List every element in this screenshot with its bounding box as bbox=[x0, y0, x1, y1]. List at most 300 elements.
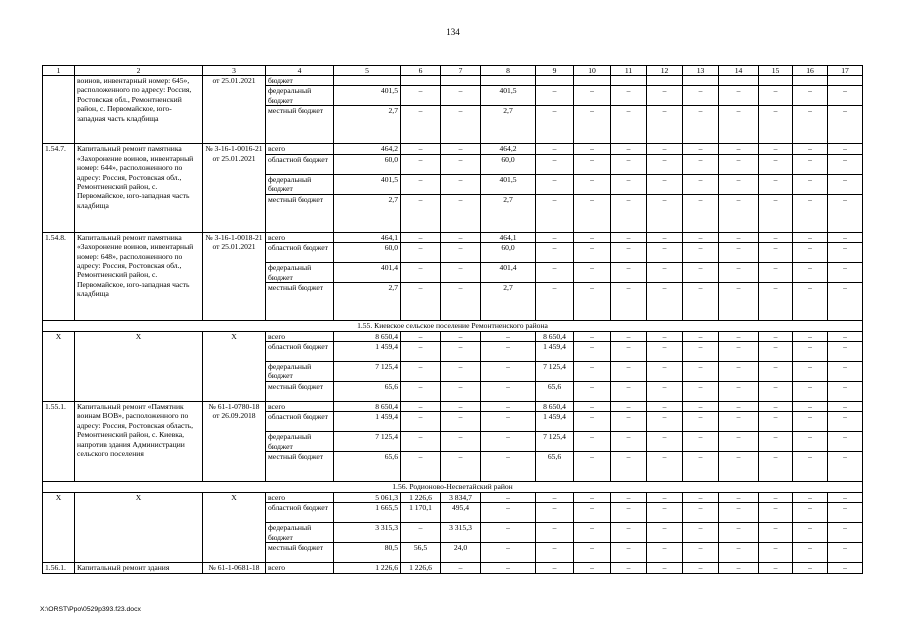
value-cell: – bbox=[828, 362, 863, 382]
value-cell: – bbox=[793, 452, 828, 482]
value-cell: – bbox=[719, 232, 759, 242]
value-cell: – bbox=[611, 232, 647, 242]
item-name: Капитальный ремонт памятника «Захоронение воинов, инвентарный номер: 648», расположенного по адресу: Россия, Ростовская обл., Ремонтненский район, с. Первомайское, юго-западная часть кладбища bbox=[75, 232, 203, 320]
value-cell: – bbox=[683, 523, 719, 543]
value-cell: – bbox=[536, 174, 574, 194]
value-cell: – bbox=[401, 523, 441, 543]
funding-row bbox=[43, 232, 863, 242]
value-cell: – bbox=[828, 382, 863, 402]
column-number-cell: 11 bbox=[611, 66, 647, 76]
value-cell: – bbox=[759, 563, 793, 573]
column-number-cell: 7 bbox=[441, 66, 481, 76]
value-cell: – bbox=[683, 174, 719, 194]
value-cell: – bbox=[611, 362, 647, 382]
funding-source: всего bbox=[266, 402, 334, 412]
value-cell: – bbox=[647, 523, 683, 543]
value-cell: – bbox=[683, 452, 719, 482]
funding-row bbox=[43, 402, 863, 412]
value-cell bbox=[719, 76, 759, 86]
value-cell: – bbox=[683, 283, 719, 321]
value-cell: – bbox=[828, 243, 863, 263]
value-cell: – bbox=[683, 543, 719, 563]
value-cell: – bbox=[759, 106, 793, 144]
value-cell: – bbox=[647, 503, 683, 523]
value-cell: – bbox=[536, 86, 574, 106]
value-cell: – bbox=[719, 452, 759, 482]
value-cell: – bbox=[536, 492, 574, 502]
value-cell: 24,0 bbox=[441, 543, 481, 563]
value-cell: – bbox=[441, 402, 481, 412]
value-cell: – bbox=[759, 362, 793, 382]
value-cell: – bbox=[574, 452, 611, 482]
value-cell: – bbox=[441, 194, 481, 232]
item-name: Капитальный ремонт памятника «Захоронение воинов, инвентарный номер: 644», расположенного по адресу: Россия, Ростовская обл., Ремонтненский район, с. Первомайское, юго-западная часть кладбища bbox=[75, 144, 203, 232]
funding-source: всего bbox=[266, 492, 334, 502]
value-cell: – bbox=[574, 412, 611, 432]
value-cell: – bbox=[828, 503, 863, 523]
value-cell: – bbox=[481, 362, 536, 382]
value-cell: – bbox=[401, 243, 441, 263]
value-cell: – bbox=[441, 243, 481, 263]
funding-source: областной бюджет bbox=[266, 342, 334, 362]
value-cell: – bbox=[574, 331, 611, 341]
value-cell: – bbox=[647, 432, 683, 452]
value-cell: – bbox=[647, 402, 683, 412]
funding-source: всего bbox=[266, 331, 334, 341]
value-cell: – bbox=[574, 194, 611, 232]
value-cell: – bbox=[574, 154, 611, 174]
section-heading-row bbox=[43, 321, 863, 331]
value-cell: 7 125,4 bbox=[334, 432, 401, 452]
funding-source: федеральный бюджет bbox=[266, 432, 334, 452]
value-cell: – bbox=[719, 243, 759, 263]
value-cell: 401,5 bbox=[334, 174, 401, 194]
value-cell: – bbox=[828, 154, 863, 174]
value-cell: – bbox=[574, 523, 611, 543]
funding-source: местный бюджет bbox=[266, 452, 334, 482]
value-cell: – bbox=[647, 331, 683, 341]
funding-source: местный бюджет bbox=[266, 106, 334, 144]
value-cell: 2,7 bbox=[334, 106, 401, 144]
value-cell: – bbox=[828, 543, 863, 563]
value-cell: – bbox=[401, 283, 441, 321]
value-cell: – bbox=[683, 86, 719, 106]
value-cell: 60,0 bbox=[334, 243, 401, 263]
value-cell: – bbox=[401, 194, 441, 232]
funding-source: всего bbox=[266, 144, 334, 154]
value-cell: 2,7 bbox=[481, 283, 536, 321]
value-cell: – bbox=[611, 106, 647, 144]
value-cell: – bbox=[828, 144, 863, 154]
value-cell: – bbox=[481, 342, 536, 362]
value-cell: – bbox=[441, 362, 481, 382]
value-cell: 1 170,1 bbox=[401, 503, 441, 523]
value-cell: – bbox=[441, 412, 481, 432]
value-cell: – bbox=[793, 342, 828, 362]
value-cell: – bbox=[611, 432, 647, 452]
value-cell: – bbox=[683, 432, 719, 452]
value-cell: 1 665,5 bbox=[334, 503, 401, 523]
value-cell: 65,6 bbox=[334, 382, 401, 402]
item-number: 1.54.7. bbox=[43, 144, 75, 232]
value-cell: – bbox=[828, 432, 863, 452]
value-cell bbox=[401, 76, 441, 86]
value-cell: – bbox=[574, 342, 611, 362]
value-cell: – bbox=[481, 382, 536, 402]
value-cell: – bbox=[611, 263, 647, 283]
value-cell: – bbox=[719, 492, 759, 502]
value-cell: – bbox=[828, 402, 863, 412]
value-cell: – bbox=[574, 283, 611, 321]
value-cell: – bbox=[759, 283, 793, 321]
value-cell: – bbox=[536, 543, 574, 563]
value-cell: 65,6 bbox=[334, 452, 401, 482]
value-cell: – bbox=[611, 243, 647, 263]
funding-source: всего bbox=[266, 563, 334, 573]
value-cell: – bbox=[536, 263, 574, 283]
value-cell: – bbox=[793, 232, 828, 242]
funding-source: федеральный бюджет bbox=[266, 362, 334, 382]
value-cell: – bbox=[828, 263, 863, 283]
value-cell: – bbox=[719, 503, 759, 523]
value-cell: – bbox=[759, 523, 793, 543]
value-cell: – bbox=[793, 263, 828, 283]
value-cell bbox=[793, 76, 828, 86]
value-cell: – bbox=[683, 503, 719, 523]
value-cell: – bbox=[441, 563, 481, 573]
value-cell: – bbox=[481, 523, 536, 543]
value-cell: 401,4 bbox=[481, 263, 536, 283]
value-cell: – bbox=[793, 144, 828, 154]
value-cell: – bbox=[683, 243, 719, 263]
value-cell: 1 459,4 bbox=[536, 412, 574, 432]
item-number: 1.54.8. bbox=[43, 232, 75, 320]
value-cell: 65,6 bbox=[536, 382, 574, 402]
value-cell: – bbox=[401, 154, 441, 174]
funding-source: всего bbox=[266, 232, 334, 242]
value-cell: – bbox=[719, 144, 759, 154]
value-cell: 2,7 bbox=[481, 194, 536, 232]
value-cell: – bbox=[759, 232, 793, 242]
value-cell: – bbox=[759, 243, 793, 263]
value-cell: – bbox=[759, 432, 793, 452]
value-cell: – bbox=[793, 492, 828, 502]
value-cell: – bbox=[574, 432, 611, 452]
value-cell: – bbox=[481, 412, 536, 432]
item-number: Х bbox=[43, 331, 75, 401]
program-table bbox=[42, 65, 863, 574]
value-cell: – bbox=[574, 563, 611, 573]
value-cell: – bbox=[647, 362, 683, 382]
value-cell: – bbox=[793, 194, 828, 232]
value-cell: – bbox=[441, 263, 481, 283]
value-cell: 495,4 bbox=[441, 503, 481, 523]
value-cell: – bbox=[828, 174, 863, 194]
value-cell: – bbox=[759, 144, 793, 154]
value-cell: – bbox=[683, 106, 719, 144]
item-document: Х bbox=[203, 331, 266, 401]
item-name: Х bbox=[75, 492, 203, 562]
value-cell: 3 834,7 bbox=[441, 492, 481, 502]
value-cell: – bbox=[759, 174, 793, 194]
value-cell: 8 650,4 bbox=[536, 402, 574, 412]
value-cell: – bbox=[647, 492, 683, 502]
funding-source: областной бюджет bbox=[266, 503, 334, 523]
column-number-cell: 14 bbox=[719, 66, 759, 76]
value-cell: – bbox=[828, 452, 863, 482]
value-cell: – bbox=[574, 362, 611, 382]
value-cell: – bbox=[536, 154, 574, 174]
value-cell: – bbox=[536, 232, 574, 242]
item-document: Х bbox=[203, 492, 266, 562]
value-cell: – bbox=[647, 174, 683, 194]
value-cell: 401,5 bbox=[481, 174, 536, 194]
funding-source: местный бюджет bbox=[266, 283, 334, 321]
item-document: от 25.01.2021 bbox=[203, 76, 266, 144]
value-cell: – bbox=[683, 263, 719, 283]
value-cell: – bbox=[574, 402, 611, 412]
value-cell bbox=[828, 76, 863, 86]
value-cell: – bbox=[719, 331, 759, 341]
value-cell: – bbox=[759, 263, 793, 283]
value-cell: – bbox=[719, 432, 759, 452]
funding-source: областной бюджет bbox=[266, 412, 334, 432]
value-cell: – bbox=[647, 106, 683, 144]
page-number: 134 bbox=[446, 27, 460, 37]
value-cell: – bbox=[401, 144, 441, 154]
value-cell: 7 125,4 bbox=[334, 362, 401, 382]
funding-row bbox=[43, 76, 863, 86]
value-cell: – bbox=[719, 154, 759, 174]
value-cell: – bbox=[719, 543, 759, 563]
value-cell: – bbox=[683, 144, 719, 154]
value-cell bbox=[683, 76, 719, 86]
item-number: Х bbox=[43, 492, 75, 562]
value-cell: – bbox=[647, 412, 683, 432]
value-cell: – bbox=[793, 174, 828, 194]
value-cell: – bbox=[441, 86, 481, 106]
value-cell: – bbox=[793, 402, 828, 412]
value-cell: – bbox=[683, 402, 719, 412]
value-cell: – bbox=[828, 331, 863, 341]
value-cell: 8 650,4 bbox=[536, 331, 574, 341]
value-cell: – bbox=[401, 342, 441, 362]
value-cell bbox=[536, 76, 574, 86]
value-cell: – bbox=[647, 232, 683, 242]
value-cell: – bbox=[719, 402, 759, 412]
value-cell: – bbox=[793, 283, 828, 321]
value-cell: – bbox=[793, 86, 828, 106]
value-cell: – bbox=[793, 563, 828, 573]
value-cell: – bbox=[683, 154, 719, 174]
value-cell: 464,1 bbox=[334, 232, 401, 242]
value-cell: – bbox=[647, 563, 683, 573]
value-cell: – bbox=[611, 283, 647, 321]
value-cell: – bbox=[481, 503, 536, 523]
value-cell: 8 650,4 bbox=[334, 402, 401, 412]
value-cell: – bbox=[647, 86, 683, 106]
value-cell: – bbox=[759, 154, 793, 174]
value-cell: – bbox=[828, 523, 863, 543]
value-cell: – bbox=[647, 243, 683, 263]
section-heading: 1.56. Родионово-Несветайский район bbox=[43, 482, 863, 492]
value-cell: 7 125,4 bbox=[536, 432, 574, 452]
value-cell: – bbox=[647, 283, 683, 321]
value-cell bbox=[334, 76, 401, 86]
value-cell: – bbox=[759, 342, 793, 362]
value-cell: – bbox=[759, 402, 793, 412]
value-cell: – bbox=[719, 194, 759, 232]
value-cell: – bbox=[828, 492, 863, 502]
value-cell: – bbox=[719, 263, 759, 283]
value-cell: – bbox=[441, 144, 481, 154]
column-number-cell: 17 bbox=[828, 66, 863, 76]
value-cell: – bbox=[481, 432, 536, 452]
value-cell: – bbox=[793, 503, 828, 523]
value-cell: – bbox=[828, 563, 863, 573]
value-cell: – bbox=[759, 503, 793, 523]
value-cell: – bbox=[793, 543, 828, 563]
section-heading-row bbox=[43, 482, 863, 492]
value-cell: – bbox=[793, 432, 828, 452]
value-cell: – bbox=[611, 342, 647, 362]
value-cell: – bbox=[647, 452, 683, 482]
value-cell: – bbox=[793, 412, 828, 432]
value-cell: – bbox=[401, 263, 441, 283]
value-cell: – bbox=[574, 174, 611, 194]
value-cell: – bbox=[536, 283, 574, 321]
value-cell: – bbox=[401, 452, 441, 482]
value-cell: – bbox=[441, 342, 481, 362]
funding-source: федеральный бюджет bbox=[266, 174, 334, 194]
value-cell: – bbox=[611, 174, 647, 194]
column-number-cell: 1 bbox=[43, 66, 75, 76]
value-cell: – bbox=[401, 362, 441, 382]
value-cell: 464,2 bbox=[481, 144, 536, 154]
value-cell: – bbox=[441, 382, 481, 402]
value-cell: – bbox=[683, 563, 719, 573]
value-cell: 56,5 bbox=[401, 543, 441, 563]
value-cell: – bbox=[401, 331, 441, 341]
value-cell: – bbox=[611, 331, 647, 341]
value-cell: – bbox=[536, 106, 574, 144]
value-cell: 60,0 bbox=[481, 243, 536, 263]
value-cell: – bbox=[611, 402, 647, 412]
value-cell: – bbox=[611, 144, 647, 154]
value-cell: – bbox=[828, 232, 863, 242]
value-cell: – bbox=[401, 402, 441, 412]
funding-source: бюджет bbox=[266, 76, 334, 86]
column-number-cell: 8 bbox=[481, 66, 536, 76]
value-cell: – bbox=[441, 154, 481, 174]
value-cell: 401,4 bbox=[334, 263, 401, 283]
value-cell: – bbox=[828, 342, 863, 362]
value-cell: – bbox=[683, 194, 719, 232]
value-cell: – bbox=[759, 382, 793, 402]
value-cell: – bbox=[719, 342, 759, 362]
value-cell: 60,0 bbox=[481, 154, 536, 174]
value-cell: – bbox=[719, 106, 759, 144]
value-cell: – bbox=[719, 86, 759, 106]
value-cell: – bbox=[611, 452, 647, 482]
value-cell: 5 061,3 bbox=[334, 492, 401, 502]
value-cell bbox=[611, 76, 647, 86]
value-cell: 1 459,4 bbox=[334, 342, 401, 362]
value-cell: – bbox=[683, 232, 719, 242]
value-cell: – bbox=[611, 563, 647, 573]
item-document: № 61-1-0780-18 от 26.09.2018 bbox=[203, 402, 266, 482]
value-cell: 2,7 bbox=[481, 106, 536, 144]
value-cell: – bbox=[536, 144, 574, 154]
value-cell: – bbox=[828, 412, 863, 432]
item-number bbox=[43, 76, 75, 144]
funding-row bbox=[43, 492, 863, 502]
column-number-cell: 9 bbox=[536, 66, 574, 76]
funding-source: местный бюджет bbox=[266, 543, 334, 563]
column-number-cell: 16 bbox=[793, 66, 828, 76]
value-cell: – bbox=[793, 523, 828, 543]
value-cell: – bbox=[828, 106, 863, 144]
column-number-cell: 5 bbox=[334, 66, 401, 76]
value-cell: – bbox=[441, 432, 481, 452]
value-cell: – bbox=[683, 362, 719, 382]
value-cell: 1 459,4 bbox=[334, 412, 401, 432]
value-cell: – bbox=[441, 174, 481, 194]
value-cell: – bbox=[481, 563, 536, 573]
value-cell bbox=[441, 76, 481, 86]
value-cell: – bbox=[611, 194, 647, 232]
value-cell: – bbox=[647, 144, 683, 154]
column-number-row bbox=[43, 66, 863, 76]
value-cell: 464,1 bbox=[481, 232, 536, 242]
value-cell: – bbox=[611, 543, 647, 563]
item-name: Х bbox=[75, 331, 203, 401]
column-number-cell: 13 bbox=[683, 66, 719, 76]
funding-source: областной бюджет bbox=[266, 154, 334, 174]
funding-row bbox=[43, 331, 863, 341]
value-cell: – bbox=[719, 283, 759, 321]
funding-source: областной бюджет bbox=[266, 243, 334, 263]
value-cell bbox=[647, 76, 683, 86]
value-cell: – bbox=[793, 382, 828, 402]
value-cell: – bbox=[401, 106, 441, 144]
value-cell: – bbox=[574, 382, 611, 402]
value-cell: 401,5 bbox=[334, 86, 401, 106]
value-cell: – bbox=[719, 563, 759, 573]
value-cell: – bbox=[481, 331, 536, 341]
value-cell: 7 125,4 bbox=[536, 362, 574, 382]
value-cell: – bbox=[759, 543, 793, 563]
value-cell: – bbox=[611, 523, 647, 543]
value-cell: 464,2 bbox=[334, 144, 401, 154]
value-cell: 1 459,4 bbox=[536, 342, 574, 362]
item-number: 1.55.1. bbox=[43, 402, 75, 482]
column-number-cell: 15 bbox=[759, 66, 793, 76]
value-cell: – bbox=[441, 106, 481, 144]
value-cell: – bbox=[683, 412, 719, 432]
value-cell: – bbox=[793, 331, 828, 341]
item-document: № 3-16-1-0018-21 от 25.01.2021 bbox=[203, 232, 266, 320]
value-cell: – bbox=[401, 232, 441, 242]
value-cell: 1 226,6 bbox=[401, 492, 441, 502]
value-cell: – bbox=[536, 503, 574, 523]
value-cell: – bbox=[401, 86, 441, 106]
column-number-cell: 3 bbox=[203, 66, 266, 76]
value-cell: – bbox=[647, 342, 683, 362]
value-cell: – bbox=[441, 232, 481, 242]
value-cell: – bbox=[683, 331, 719, 341]
value-cell: 8 650,4 bbox=[334, 331, 401, 341]
